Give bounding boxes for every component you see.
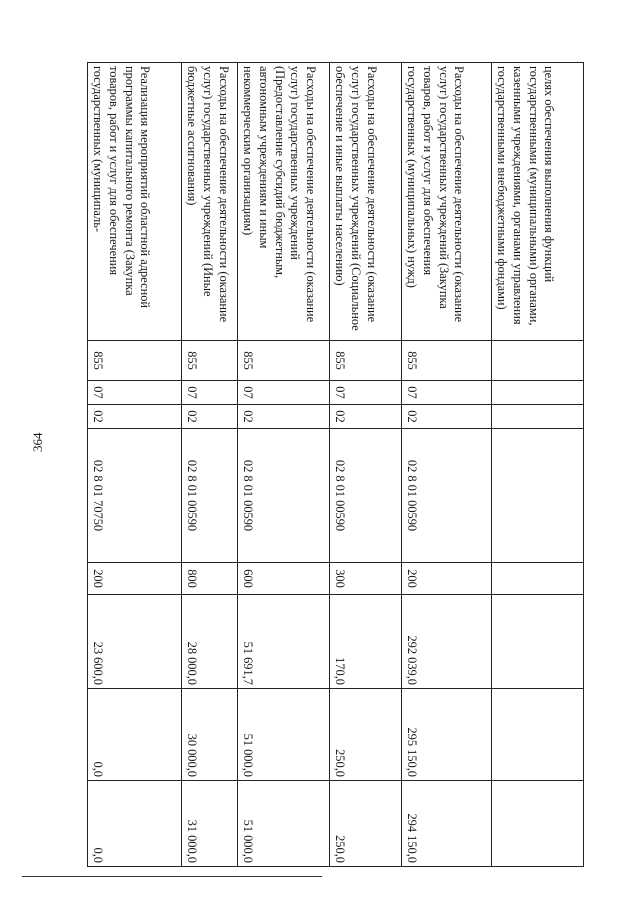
amount-year-3: 294 150,0: [402, 781, 492, 867]
grbs-code: 855: [88, 341, 182, 381]
amount-year-2: [492, 689, 584, 781]
table-row: [182, 63, 238, 867]
table-row: [402, 63, 492, 867]
row-name: целях обеспечения выполнения функций государственными (муниципальными) органами, казенными учреждениями, органами управления государственными внебюджетными фондами): [492, 63, 584, 341]
expense-type-code: 600: [238, 563, 330, 595]
amount-year-3: 0,0: [88, 781, 182, 867]
amount-year-3: 250,0: [330, 781, 402, 867]
target-article-code: 02 8 01 00590: [402, 429, 492, 563]
subsection-code: 02: [182, 405, 238, 429]
subsection-code: [492, 405, 584, 429]
budget-table: [87, 62, 584, 867]
amount-year-2: 30 000,0: [182, 689, 238, 781]
section-code: 07: [88, 381, 182, 405]
amount-year-1: 170,0: [330, 595, 402, 689]
amount-year-3: 31 000,0: [182, 781, 238, 867]
target-article-code: 02 8 01 00590: [330, 429, 402, 563]
amount-year-1: [492, 595, 584, 689]
expense-type-code: 300: [330, 563, 402, 595]
section-code: 07: [402, 381, 492, 405]
table-row: [238, 63, 330, 867]
row-name: Расходы на обеспечение деятельности (оказание услуг) государственных учреждений (Предоставление субсидий бюджетным, автономным учреждениям и иным некоммерческим организациям): [238, 63, 330, 341]
footnote-rule: [22, 876, 322, 877]
grbs-code: 855: [182, 341, 238, 381]
subsection-code: 02: [402, 405, 492, 429]
amount-year-1: 23 600,0: [88, 595, 182, 689]
table-row: [88, 63, 182, 867]
table-row: [330, 63, 402, 867]
amount-year-2: 51 000,0: [238, 689, 330, 781]
amount-year-1: 28 000,0: [182, 595, 238, 689]
amount-year-1: 51 691,7: [238, 595, 330, 689]
rotated-table-container: [88, 62, 584, 866]
amount-year-2: 0,0: [88, 689, 182, 781]
row-name: Реализация мероприятий областной адресной программы капитального ремонта (Закупка товаров, работ и услуг для обеспечения государственных (муниципаль-: [88, 63, 182, 341]
amount-year-2: 250,0: [330, 689, 402, 781]
expense-type-code: [492, 563, 584, 595]
amount-year-1: 292 039,0: [402, 595, 492, 689]
grbs-code: [492, 341, 584, 381]
target-article-code: [492, 429, 584, 563]
section-code: 07: [182, 381, 238, 405]
grbs-code: 855: [330, 341, 402, 381]
table-row: [492, 63, 584, 867]
row-name: Расходы на обеспечение деятельности (оказание услуг) государственных учреждений (Социальное обеспечение и иные выплаты населению): [330, 63, 402, 341]
row-name: Расходы на обеспечение деятельности (оказание услуг) государственных учреждений (Закупка товаров, работ и услуг для обеспечения государственных (муниципальных) нужд): [402, 63, 492, 341]
subsection-code: 02: [88, 405, 182, 429]
amount-year-2: 295 150,0: [402, 689, 492, 781]
target-article-code: 02 8 01 70750: [88, 429, 182, 563]
section-code: 07: [330, 381, 402, 405]
grbs-code: 855: [402, 341, 492, 381]
expense-type-code: 800: [182, 563, 238, 595]
target-article-code: 02 8 01 00590: [238, 429, 330, 563]
target-article-code: 02 8 01 00590: [182, 429, 238, 563]
grbs-code: 855: [238, 341, 330, 381]
section-code: 07: [238, 381, 330, 405]
expense-type-code: 200: [88, 563, 182, 595]
subsection-code: 02: [330, 405, 402, 429]
section-code: [492, 381, 584, 405]
amount-year-3: [492, 781, 584, 867]
amount-year-3: 51 000,0: [238, 781, 330, 867]
subsection-code: 02: [238, 405, 330, 429]
expense-type-code: 200: [402, 563, 492, 595]
row-name: Расходы на обеспечение деятельности (оказание услуг) государственных учреждений (Иные бюджетные ассигнования): [182, 63, 238, 341]
page-number: 364: [30, 432, 45, 452]
